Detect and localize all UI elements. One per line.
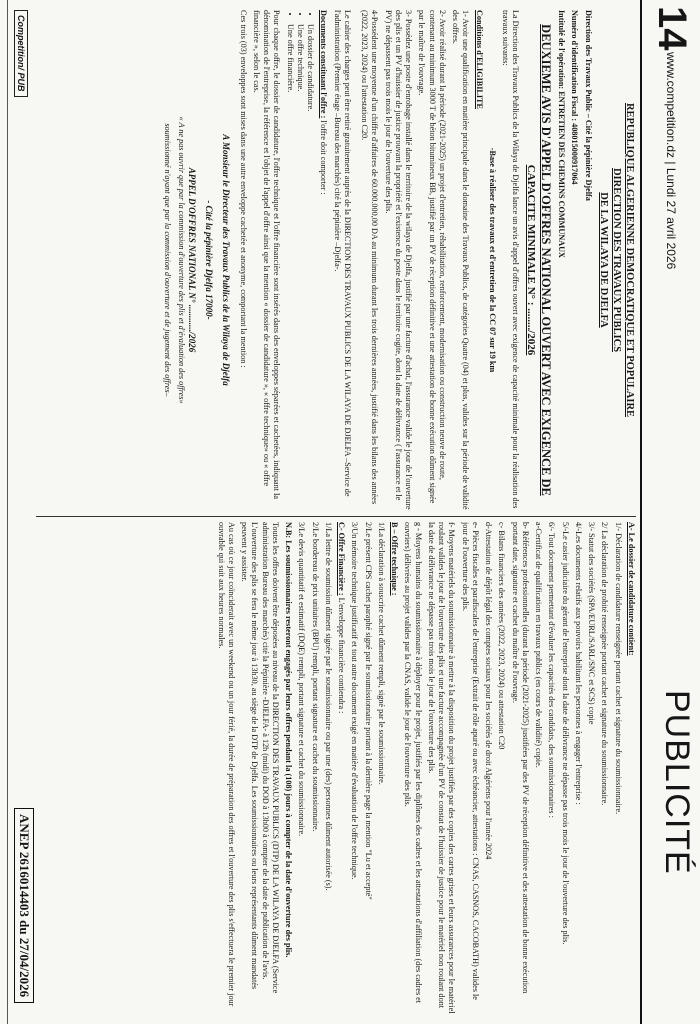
nb-text: N.B: Les soumissionnaires resteront engagés par leurs offres pendant la (108) jours à compter de la date d'ouverture des plis. (284, 522, 294, 958)
section-c-intro: L'enveloppe financière contiendra : (337, 597, 347, 714)
section-b-item: 1/La déclaration à souscrire cachet dûment rempli, signé par le soumissionnaire. (377, 522, 386, 785)
deposit-text: Toutes les offres doivent être déposées au niveau de la DIRECTION DES TRAVAUX PUBLICS (DTP) DE LA WILAYA DE DJELFA (Service administration Bureau des marchés) cité la Pépinière -DJELFA- à 12h (midi) du DOD à 13h00 à compter de la date de publication de l'avis. L'ouverture des plis se fera le même jour à 13h30, au siège de la DTP de Djelfa. Les soumissionnaires ou leurs représentants dûment mandatés peuvent y assister. (240, 522, 280, 994)
section-a-item: 6/- Tout document permettant d'évaluer les capacités des candidats, des soumissionnaires : (547, 522, 557, 818)
page-number: 14 (650, 6, 694, 51)
section-a-item: b- Références professionnelles (durant la période (2021-2025) justifiées par des PV de réception définitive et des attestation de bonne exécution portant date, signature et cachet du maître de l'ouvrage. (510, 522, 530, 994)
section-c-item: 1/La lettre de soumission dûment signée par le soumissionnaire ou par une (des) personnes dûment autorisée (s). (324, 522, 333, 891)
docs-item: • Une offre financière. (285, 24, 295, 510)
eligibility-title: Conditions d'ELIGIBILITE (474, 10, 484, 109)
section-a-item: 3/- Statut des sociétés (SPA/EURL/SARL/SNC et SCS) copie (587, 522, 597, 725)
section-c-item: 2/Le bordereau de prix unitaires (BPU) rempli, portant signature et cachet du soumissionnaire. (310, 522, 320, 832)
section-a-item: 5/-Le casier judiciaire du gérant de l'entreprise dont la date de délivrance ne dépasse pas trois mois le jour de l'ouverture des plis. (560, 522, 570, 945)
section-b-title: B – Offre technique : (390, 522, 400, 596)
anep-reference: ANEP 2616014403 du 27/04/2026 (14, 808, 34, 1003)
address-city: - Cité la pépinière Djelfa 17000- (204, 200, 215, 320)
docs-list (285, 24, 316, 510)
three-envelopes-text: Ces trois (03) enveloppes sont mises dans une autre enveloppe cachetée et anonyme, comportant la mention : (238, 10, 248, 368)
eligibility-item: 4-Possédent une moyenne d'un chiffre d'affaires de 60.000.000,00 DA au minimum durant les trois dernières années, justifié dans les bilans des années (2022, 2023, 2024) ou l'attestation C20. (360, 10, 380, 505)
section-a-item: a-Certificat de qualification en travaux publics (en cours de validité) copie. (534, 522, 544, 768)
wilaya-title: DE LA WILAYA DE DJELFA (597, 192, 609, 328)
section-a-item: d-Attestation de dépôt légal des comptes sociaux pour les sociétés de droit Algériens pour l'année 2024 (484, 522, 494, 860)
section-a-item: e- Pièces fiscales et parafiscales de l'entreprise (Extrait de rôle apuré ou avec échéancier, attestations : CNAS, CASNOS, CACOBATH) valides le jour de l'ouverture des plis. (460, 522, 480, 1000)
eligibility-item: 2- Avoir réalisé durant la période (2021-2025) un projet d'entretien, réhabilitation, renforcement, modernisation ou construction neuve de route, contenant au minimum 3000 T de béton bitumineux BB, justifié par un PV de réception définitive et une attestation de bonne exécution dûment signée par le maître de l'ouvrage. (417, 10, 447, 504)
section-a-item: 1/- Déclaration de candidature renseignée portant cachet et signature du soumissionnaire. (613, 522, 623, 815)
site-date: www.competition.dz | Lundi 27 avril 2026 (664, 52, 678, 270)
address-line: Direction des Travaux Public – Cité la pépinière Djelfa (583, 10, 593, 201)
section-a-item: c- Bilans financiers des années (2022, 2023, 2024) ou attestation C20 (497, 522, 507, 750)
intro-text: La Direction des Travaux Publics de la Wilaya de Djelfa lance un avis d'appel d'offres ouvert avec exigence de capacité minimale pour la réalisation des travaux suivants: (501, 10, 521, 509)
object-text: -Base à réaliser des travaux et d'entretien de la CC 07 sur 19 km (488, 147, 497, 373)
section-a-item: 4/-Les documents relatifs aux pouvoirs habilitant les personnes à engager l'entreprise : (574, 522, 583, 805)
section-b-item: 3/Un mémoire technique justificatif et tout autre document exigé en matière d'évaluation de l'offre technique. (350, 522, 360, 880)
appel-reference: APPEL D'OFFRES NATIONAL N° ............/2026 (187, 167, 197, 353)
section-title: PUBLICITÉ (658, 690, 696, 875)
cahier-text: Le cahier des charges peut être retiré gratuitement auprès de la DIRECTION DES TRAVAUX PUBLICS DE LA WILAYA DE DJELFA –Service de l'administration (Premier étage –Bureau des marchés) cité la pépinière –Djelfa-. (332, 10, 352, 497)
operation-line: Intitulé de l'opération: ENTRETIEN DES CHEMINS COMMUNAUX (557, 10, 567, 258)
eligibility-item: 1- Avoir une qualification en matière principale dans le domaine des Travaux Publics, de catégories Quatre (04) et plus, valides sur la période de validité des offres. (451, 10, 471, 510)
republic-title: REPUBLIQUE ALGERIENNE DEMOCRATIQUE ET POPULAIRE (624, 102, 635, 418)
section-c-item: 3/Le devis quantitatif et estimatif (DQE) rempli, portant signature et cachet du soumissionnaire. (297, 522, 307, 837)
bottom-rule (7, 0, 8, 1024)
section-a-item: f- Moyens matériels du soumissionnaire à mettre à la disposition du projet justifiés par des copies des cartes grises et leurs assurances pour le matériel roulant valides le jour de l'ouverture des plis et une facture accompagnée d'un PV de constat de l'huissier de justice pour le matériel non roulant dont la date de délivrance ne dépasse pas trois mois le jour de l'ouverture des plis. (427, 522, 457, 1014)
section-a-title: A- Le dossier de candidature contient: (627, 522, 636, 656)
section-a-item: g - Moyens humains du soumissionnaire à déployer pour le projet, justifiés par les diplômes des cadres et les attestations d'affiliation (des cadres et ouvriers) délivrées au projet valides par la CNAS, valide le jour de l'ouverture des plis. (403, 522, 423, 1004)
notice-title: DEUXIEME AVIS D'APPEL D'OFFRES NATIONAL OUVERT AVEC EXIGENCE DE (538, 24, 553, 496)
direction-title: DIRECTION DES TRAVAUX PUBLICS (610, 167, 622, 353)
docs-item: • Une offre technique. (295, 24, 305, 510)
envelope-text: Pour chaque offre, le dossier de candidature, l'offre technique et l'offre financière sont insérés dans des enveloppes séparées et cachetées, indiquant la dénomination de l'entreprise, la référence et l'objet de l'appel d'offre ainsi que la mention « dossier de candidature », « offre technique» ou « offre financière », selon le cas. (252, 10, 282, 500)
notice-subtitle: CAPACITE MINIMALE N° : ......../2026 (525, 164, 538, 356)
section-c-title: C- Offre Financière : (337, 522, 347, 596)
section-a-item: 2/ La déclaration de probité renseignée portant cachet et signature du soumissionnaire. (600, 522, 610, 806)
docs-title: Documents constituant l'offre : (319, 10, 329, 119)
left-column (36, 10, 636, 517)
docs-intro: l'offre doit comporter : (319, 120, 329, 195)
footer-tag: Competition/ PUB (14, 10, 28, 97)
address-recipient: A Monsieur le Directeur des Travaux Publics de la Wilaya de Djelfa (221, 134, 232, 386)
appel-note: « A ne pas ouvrir que par la commission d'ouverture des plis et d'évaluation des offres» (176, 116, 186, 404)
holiday-text: Au cas où ce jour coïnciderait avec un weekend ou un jour férié, la durée de préparation des offres et l'ouverture des plis s'effectuera le premier jour ouvrable qui suit aux heures normales. (216, 522, 236, 1007)
section-b-item: 2/Le présent CPS cachet paraphé signé par le soumissionnaire portant à la dernière page la mention "Lu et accepté" (363, 522, 373, 900)
appel-note-2: soumissionné n'ayant que par la commission d'ouverture et de jugement des offres– (163, 123, 173, 397)
nif-line: Numéro d'identification Fiscal : 408015000917064 (570, 10, 580, 185)
eligibility-item: 3- Possédez une poste d'enrobage installé dans le territoire de la wilaya de Djelfa, justifié par une facture d'achat, l'assurance valide le jour de l'ouverture des plis et un PV d'huissier de justice prouvant la propriété et l'existence du poste dans le territoire cogite, dont la date de délivrance ( l'assurance et le PV) ne dépassent pas trois mois le jour de l'ouverture des plis. (383, 10, 414, 510)
right-column (36, 522, 636, 1014)
page-header (640, 0, 700, 1024)
docs-item: • Un dossier de candidature. (305, 24, 315, 510)
